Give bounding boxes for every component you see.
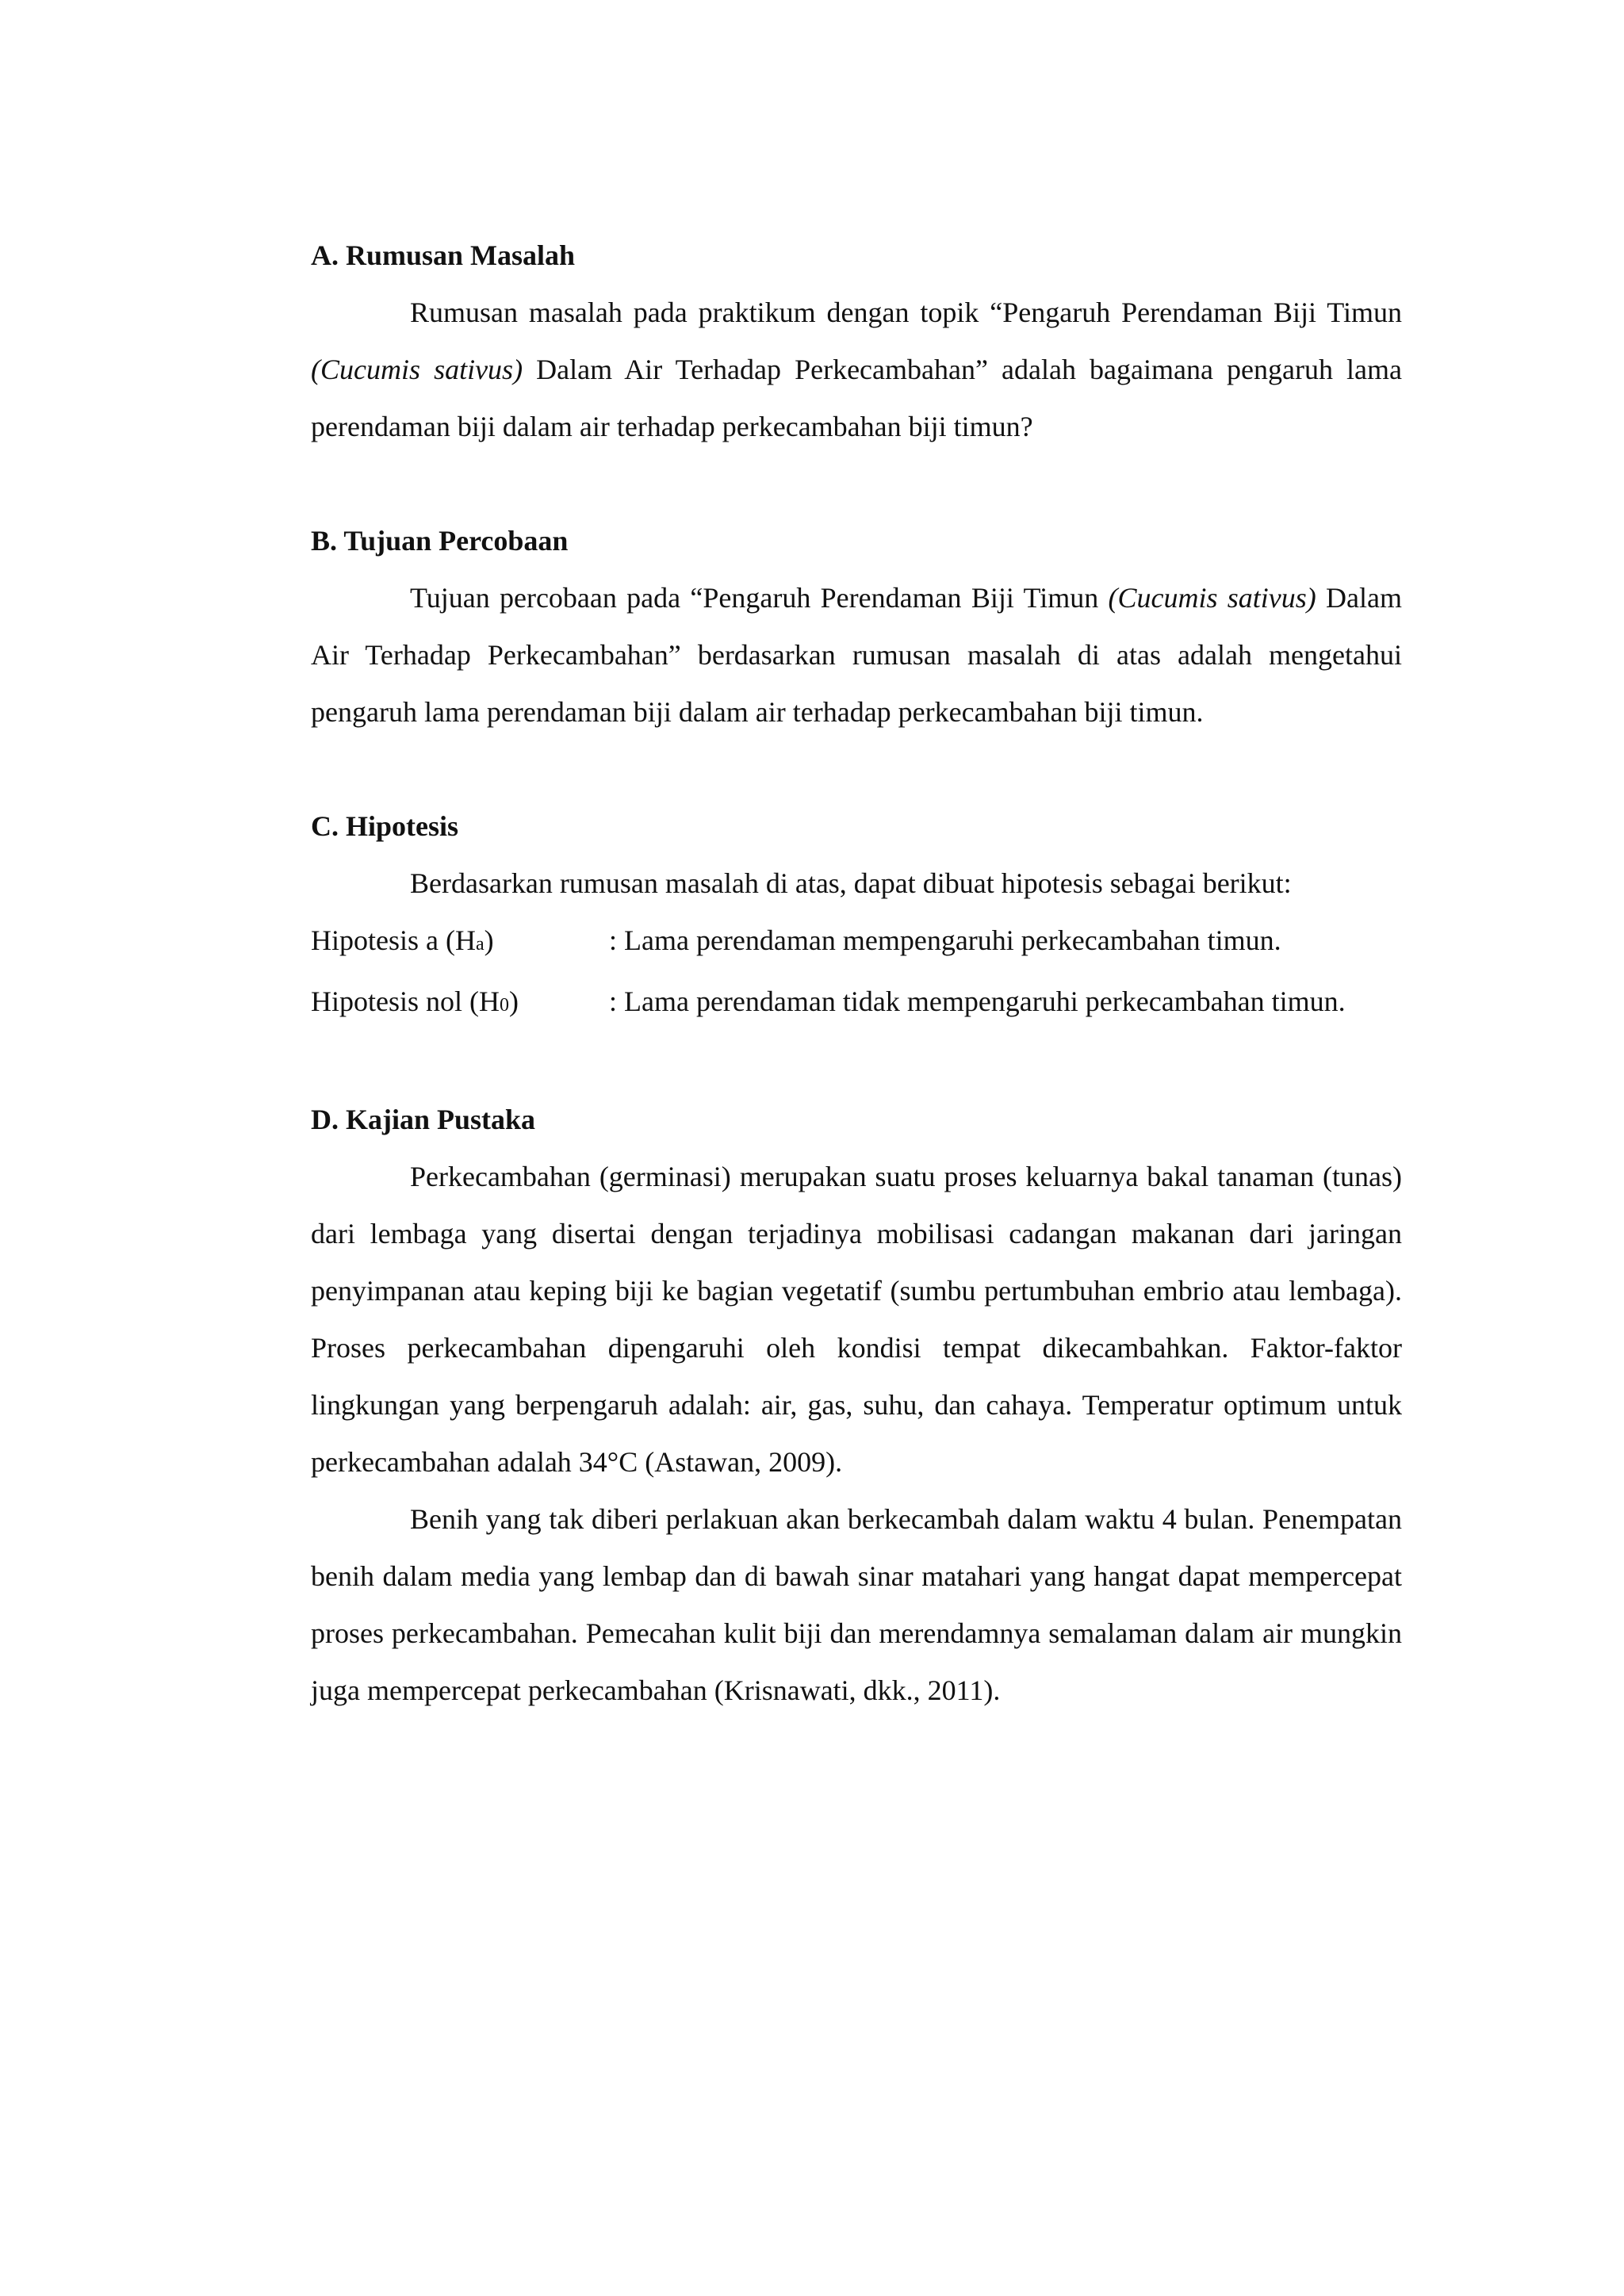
document-body [311, 227, 1402, 1719]
section-a-text-1: Rumusan masalah pada praktikum dengan topik “Pengaruh Perendaman Biji Timun [410, 297, 1402, 328]
hypothesis-null-label: Hipotesis nol (H0) [311, 985, 519, 1017]
hypothesis-alternative-text: : Lama perendaman mempengaruhi perkecambahan timun. [609, 924, 1281, 956]
subscript-a: a [475, 934, 485, 955]
section-b-text-2: Dalam Air Terhadap Perkecambahan” berdasarkan rumusan masalah di atas adalah mengetahui pengaruh lama perendaman biji dalam air terhadap perkecambahan biji timun. [311, 582, 1403, 728]
hypothesis-alternative-label: Hipotesis a (Ha) [311, 924, 494, 956]
section-c-intro: Berdasarkan rumusan masalah di atas, dapat dibuat hipotesis sebagai berikut: [410, 867, 1292, 899]
hypothesis-null-text: : Lama perendaman tidak mempengaruhi perkecambahan timun. [609, 985, 1346, 1017]
subscript-0: 0 [500, 995, 509, 1016]
hypothesis-null-row [311, 973, 1402, 1034]
section-b-text-1: Tujuan percobaan pada “Pengaruh Perendaman Biji Timun [410, 582, 1099, 614]
section-d-heading: D. Kajian Pustaka [311, 1104, 536, 1135]
section-a-paragraph [311, 284, 1402, 455]
section-b-species-name: (Cucumis sativus) [1108, 582, 1316, 614]
hypothesis-alternative-row [311, 912, 1402, 973]
section-b-paragraph [311, 569, 1402, 740]
section-a-heading: A. Rumusan Masalah [311, 239, 576, 271]
section-b-heading: B. Tujuan Percobaan [311, 525, 569, 557]
section-c-heading: C. Hipotesis [311, 810, 459, 842]
section-a-species-name: (Cucumis sativus) [311, 354, 523, 385]
section-d-paragraph-1: Perkecambahan (germinasi) merupakan suatu proses keluarnya bakal tanaman (tunas) dari lembaga yang disertai dengan terjadinya mobilisasi cadangan makanan dari jaringan penyimpanan atau keping biji ke bagian vegetatif (sumbu pertumbuhan embrio atau lembaga). Proses perkecambahan dipengaruhi oleh kondisi tempat dikecambahkan. Faktor-faktor lingkungan yang berpengaruh adalah: air, gas, suhu, dan cahaya. Temperatur optimum untuk perkecambahan adalah 34°C (Astawan, 2009). [311, 1161, 1402, 1478]
section-d-paragraph-2: Benih yang tak diberi perlakuan akan berkecambah dalam waktu 4 bulan. Penempatan benih dalam media yang lembap dan di bawah sinar matahari yang hangat dapat mempercepat proses perkecambahan. Pemecahan kulit biji dan merendamnya semalaman dalam air mungkin juga mempercepat perkecambahan (Krisnawati, dkk., 2011). [311, 1503, 1402, 1706]
section-a-text-2: Dalam Air Terhadap Perkecambahan” adalah bagaimana pengaruh lama perendaman biji dalam air terhadap perkecambahan biji timun? [311, 354, 1402, 442]
